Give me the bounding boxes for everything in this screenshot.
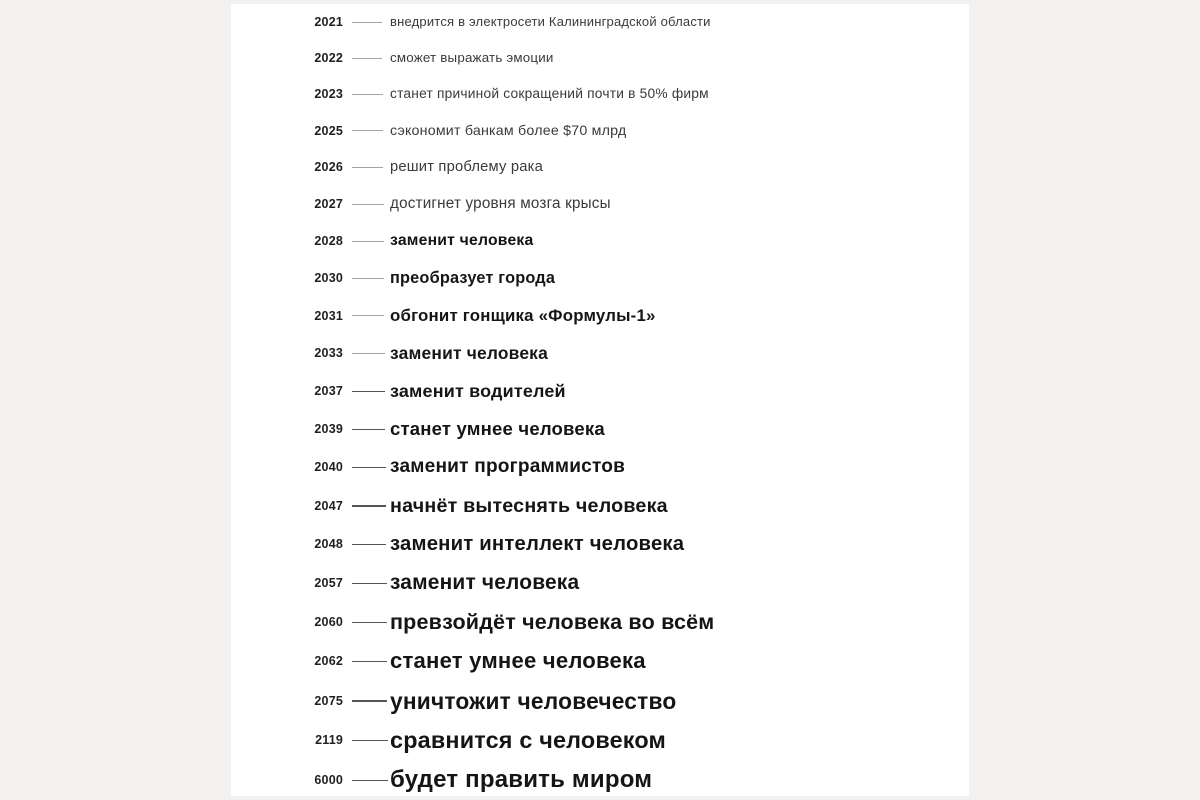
timeline-event: начнёт вытеснять человека — [390, 494, 668, 517]
timeline-row — [231, 223, 969, 259]
timeline-event: обгонит гонщика «Формулы-1» — [390, 305, 656, 325]
timeline-event: заменит человека — [390, 343, 548, 364]
timeline-year: 2075 — [314, 693, 343, 708]
timeline-year: 2031 — [314, 308, 343, 323]
timeline-connector — [352, 544, 386, 546]
timeline-year: 2033 — [314, 346, 343, 361]
timeline-year: 2037 — [314, 384, 343, 398]
timeline-connector — [352, 278, 384, 279]
timeline-connector — [352, 58, 382, 59]
timeline-year: 2026 — [314, 160, 343, 175]
timeline-year: 2039 — [314, 422, 343, 436]
timeline-connector — [352, 622, 387, 624]
timeline-row — [231, 335, 969, 371]
timeline-row — [231, 526, 969, 562]
timeline-event: станет причиной сокращений почти в 50% фирм — [390, 86, 709, 102]
timeline-connector — [352, 315, 384, 316]
timeline-year: 2060 — [314, 615, 343, 629]
timeline-year: 2022 — [314, 51, 343, 65]
timeline-event: превзойдёт человека во всём — [390, 610, 715, 634]
timeline-row — [231, 762, 969, 798]
timeline-connector — [352, 391, 385, 392]
timeline-row — [231, 260, 969, 296]
timeline-event: заменит водителей — [390, 381, 566, 401]
timeline-event: станет умнее человека — [390, 648, 646, 674]
timeline-row — [231, 373, 969, 409]
timeline-event: заменит человека — [390, 232, 534, 249]
timeline-event: заменит программистов — [390, 456, 626, 478]
timeline-event: будет править миром — [390, 766, 653, 793]
timeline-year: 2021 — [314, 15, 343, 29]
timeline-year: 2027 — [314, 197, 343, 211]
timeline-event: уничтожит человечество — [390, 687, 677, 714]
timeline-row — [231, 643, 969, 679]
timeline-event: решит проблему рака — [390, 159, 543, 176]
timeline-year: 2023 — [314, 87, 343, 102]
timeline-event: достигнет уровня мозга крысы — [390, 195, 611, 212]
prediction-card — [231, 4, 969, 796]
timeline-event: заменит человека — [390, 571, 580, 594]
timeline-row — [231, 565, 969, 601]
timeline-row — [231, 449, 969, 485]
timeline-connector — [352, 94, 383, 95]
timeline-event: преобразует города — [390, 269, 556, 288]
timeline-connector — [352, 167, 383, 168]
timeline-year: 2028 — [314, 234, 343, 248]
timeline-year: 2062 — [314, 654, 343, 669]
timeline-row — [231, 604, 969, 640]
timeline-event: сравнится с человеком — [390, 727, 667, 754]
timeline-year: 2030 — [314, 271, 343, 286]
timeline-event: заменит интеллект человека — [390, 533, 685, 556]
timeline-event: внедрится в электросети Калининградской области — [390, 14, 711, 29]
timeline-row — [231, 722, 969, 758]
timeline-row — [231, 298, 969, 334]
timeline-connector — [352, 429, 385, 430]
timeline-connector — [352, 700, 387, 702]
timeline-connector — [352, 130, 383, 131]
timeline-year: 2119 — [315, 733, 343, 748]
timeline-connector — [352, 583, 387, 585]
timeline-year: 2047 — [314, 498, 343, 513]
timeline-row — [231, 40, 969, 76]
timeline-year: 2048 — [314, 537, 343, 552]
timeline-row — [231, 488, 969, 524]
timeline-connector — [352, 353, 385, 354]
timeline-event: станет умнее человека — [390, 418, 605, 439]
timeline-connector — [352, 204, 384, 205]
timeline-row — [231, 4, 969, 40]
timeline-year: 2057 — [314, 576, 343, 590]
timeline-event: сможет выражать эмоции — [390, 50, 554, 65]
timeline-year: 6000 — [314, 773, 343, 787]
timeline-list — [231, 4, 969, 796]
timeline-year: 2040 — [314, 460, 343, 475]
timeline-connector — [352, 505, 386, 507]
timeline-connector — [352, 467, 386, 469]
timeline-row — [231, 76, 969, 112]
timeline-connector — [352, 241, 384, 242]
timeline-event: сэкономит банкам более $70 млрд — [390, 122, 627, 139]
timeline-connector — [352, 780, 388, 782]
timeline-row — [231, 411, 969, 447]
timeline-row — [231, 149, 969, 185]
timeline-row — [231, 113, 969, 149]
timeline-row — [231, 186, 969, 222]
timeline-connector — [352, 661, 387, 663]
timeline-connector — [352, 740, 388, 742]
timeline-connector — [352, 22, 382, 23]
timeline-row — [231, 683, 969, 719]
timeline-year: 2025 — [314, 123, 343, 138]
